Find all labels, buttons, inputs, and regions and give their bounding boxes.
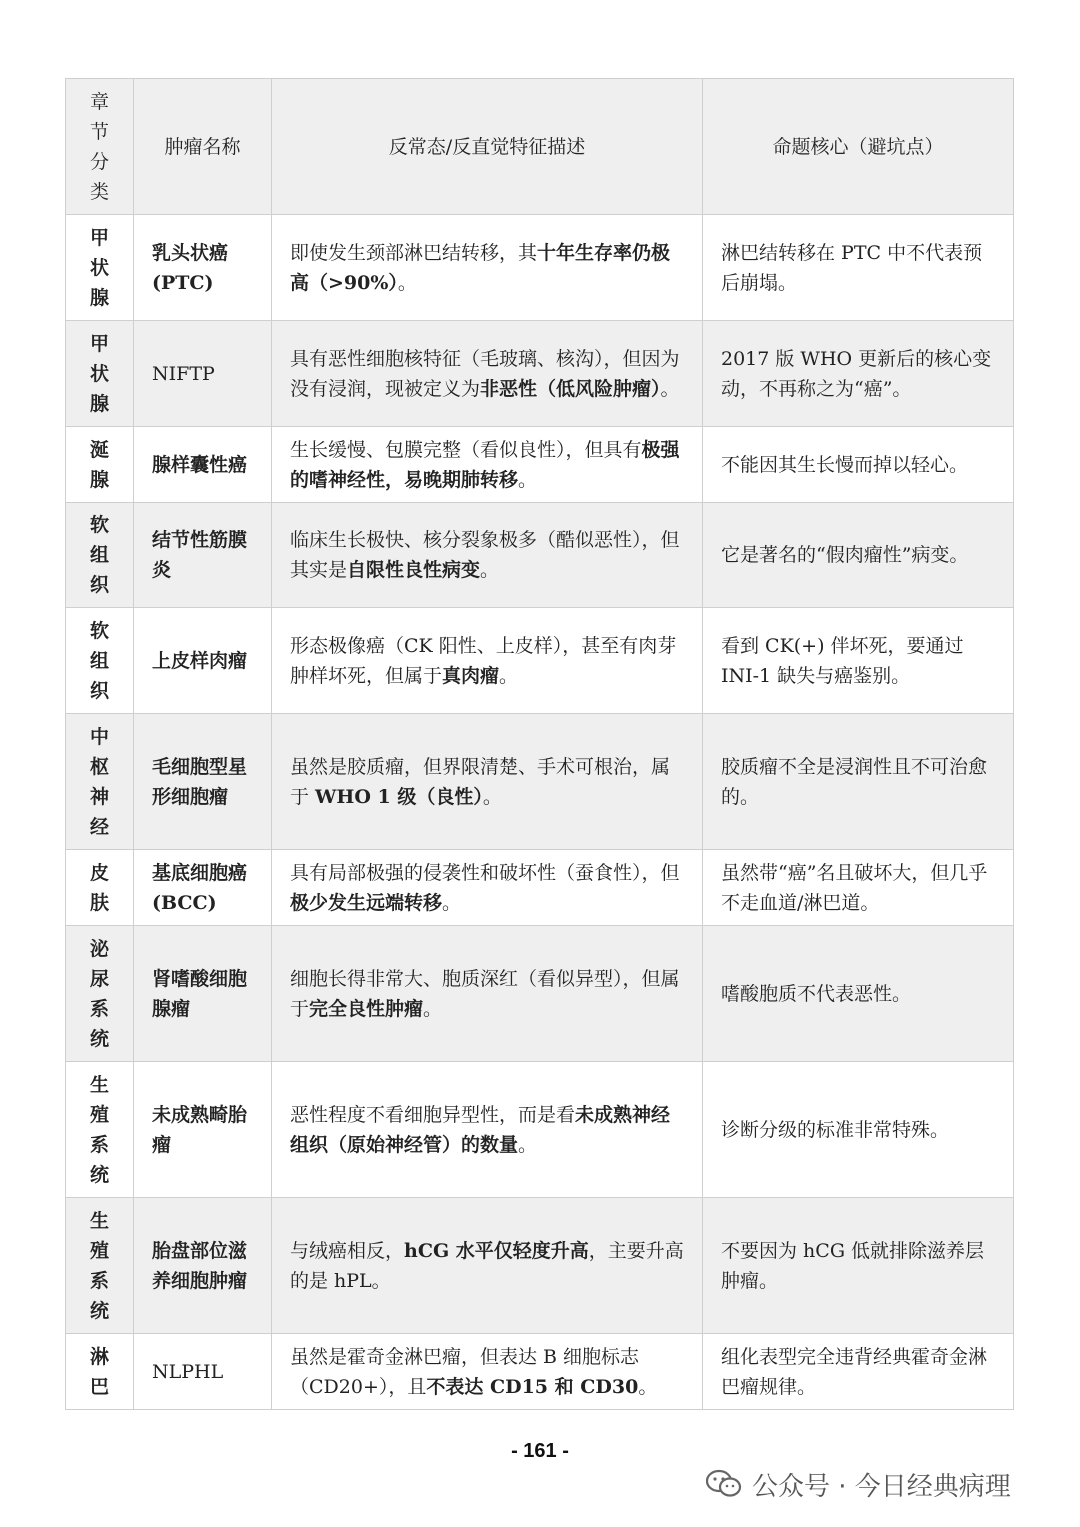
header-tumor-name: 肿瘤名称 [134, 79, 272, 215]
row-category-char: 中 [89, 725, 109, 748]
description-text: 。 [397, 271, 417, 294]
row-category-char: 殖 [89, 1103, 109, 1126]
table-row [66, 926, 1014, 1062]
description-text: 生长缓慢、包膜完整（看似良性），但具有 [290, 438, 642, 461]
description-emphasis: 未成熟神经组织（原始神经管）的数量 [290, 1103, 671, 1156]
row-description [272, 1198, 703, 1334]
row-tumor-name: 基底细胞癌 (BCC) [134, 850, 272, 926]
row-tumor-name: 结节性筋膜炎 [134, 503, 272, 608]
description-text: 虽然是霍奇金淋巴瘤，但表达 B 细胞标志（CD20+），且 [290, 1345, 640, 1398]
row-tumor-name: 乳头状癌 (PTC) [134, 215, 272, 321]
row-description [272, 850, 703, 926]
table-row [66, 1334, 1014, 1410]
row-tumor-name: 上皮样肉瘤 [134, 608, 272, 714]
row-core-point: 诊断分级的标准非常特殊。 [703, 1062, 1014, 1198]
row-tumor-name: 肾嗜酸细胞腺瘤 [134, 926, 272, 1062]
row-category-char: 统 [89, 1163, 109, 1186]
description-emphasis: 非恶性（低风险肿瘤） [480, 377, 661, 400]
row-category-char: 织 [89, 574, 109, 596]
row-category-char: 神 [89, 785, 109, 808]
row-tumor-name: 胎盘部位滋养细胞肿瘤 [134, 1198, 272, 1334]
row-category [66, 1062, 134, 1198]
description-text: 形态极像癌（CK 阳性、上皮样），甚至有肉芽肿样坏死，但属于 [290, 634, 677, 687]
row-description [272, 608, 703, 714]
row-category-char: 巴 [89, 1375, 109, 1398]
row-category-char: 系 [89, 1133, 109, 1156]
row-tumor-name: 腺样囊性癌 [134, 427, 272, 503]
description-text: 。 [482, 785, 502, 808]
description-text: 。 [480, 559, 500, 581]
row-category-char: 腺 [89, 392, 109, 415]
row-category-char: 肤 [89, 891, 109, 914]
row-category-char: 软 [89, 619, 109, 642]
header-category [66, 79, 134, 215]
watermark-text: 公众号 · 今日经典病理 [752, 1471, 1011, 1502]
page-number: - 161 - [511, 1440, 569, 1462]
row-description [272, 714, 703, 850]
description-text: 恶性程度不看细胞异型性，而是看 [290, 1103, 576, 1126]
description-emphasis: hCG 水平仅轻度升高 [404, 1239, 589, 1262]
table-row [66, 1062, 1014, 1198]
description-emphasis: 极少发生远端转移 [290, 891, 443, 914]
row-core-point: 它是著名的“假肉瘤性”病变。 [703, 503, 1014, 608]
table-row [66, 503, 1014, 608]
description-text: 虽然是胶质瘤，但界限清楚、手术可根治，属于 [290, 755, 671, 808]
row-core-point: 淋巴结转移在 PTC 中不代表预后崩塌。 [703, 215, 1014, 321]
row-category-char: 经 [89, 815, 109, 838]
row-core-point: 2017 版 WHO 更新后的核心变动，不再称之为“癌”。 [703, 321, 1014, 427]
row-tumor-name: 毛细胞型星形细胞瘤 [134, 714, 272, 850]
row-category-char: 涎 [89, 438, 109, 461]
description-text: 与绒癌相反， [290, 1239, 405, 1262]
row-category-char: 甲 [89, 226, 109, 249]
row-category [66, 926, 134, 1062]
row-core-point: 嗜酸胞质不代表恶性。 [703, 926, 1014, 1062]
header-core-point: 命题核心（避坑点） [703, 79, 1014, 215]
row-category [66, 714, 134, 850]
row-category-char: 生 [89, 1073, 109, 1096]
row-category-char: 统 [89, 1299, 109, 1322]
description-text: 。 [660, 377, 680, 400]
row-category-char: 系 [89, 1269, 109, 1292]
row-description [272, 1334, 703, 1410]
row-category-char: 织 [89, 679, 109, 702]
row-description [272, 926, 703, 1062]
row-core-point: 胶质瘤不全是浸润性且不可治愈的。 [703, 714, 1014, 850]
description-emphasis: 自限性良性病变 [347, 559, 481, 581]
row-category [66, 608, 134, 714]
row-tumor-name: NLPHL [134, 1334, 272, 1410]
tumor-table-container [65, 78, 1013, 1410]
row-category-char: 组 [89, 544, 109, 566]
row-core-point: 看到 CK(+) 伴坏死，要通过 INI-1 缺失与癌鉴别。 [703, 608, 1014, 714]
description-text: 。 [518, 1133, 538, 1156]
description-text: 。 [499, 664, 519, 687]
row-category [66, 1334, 134, 1410]
row-category-char: 淋 [89, 1345, 109, 1368]
header-category-char: 类 [89, 180, 109, 203]
row-description [272, 215, 703, 321]
description-emphasis: 十年生存率仍极高（>90%） [290, 241, 671, 294]
row-category-char: 软 [89, 514, 109, 536]
table-row [66, 215, 1014, 321]
row-category-char: 腺 [89, 286, 109, 309]
description-emphasis: 真肉瘤 [442, 664, 500, 687]
row-category [66, 215, 134, 321]
description-emphasis: 不表达 CD15 和 CD30 [426, 1375, 639, 1398]
description-emphasis: 完全良性肿瘤 [309, 997, 424, 1020]
row-tumor-name: 未成熟畸胎瘤 [134, 1062, 272, 1198]
tumor-table [65, 78, 1014, 1410]
row-category [66, 503, 134, 608]
table-row [66, 850, 1014, 926]
header-category-char: 分 [89, 150, 109, 173]
wechat-icon [706, 1469, 742, 1499]
row-category-char: 皮 [89, 861, 109, 884]
header-category-char: 章 [89, 90, 109, 113]
row-category [66, 1198, 134, 1334]
row-core-point: 不能因其生长慢而掉以轻心。 [703, 427, 1014, 503]
row-category-char: 组 [89, 649, 109, 672]
table-row [66, 714, 1014, 850]
header-category-char: 节 [89, 120, 109, 143]
table-header-row [66, 79, 1014, 215]
row-category [66, 850, 134, 926]
description-text: 。 [518, 468, 538, 491]
row-category-char: 甲 [89, 332, 109, 355]
table-row [66, 608, 1014, 714]
header-description: 反常态/反直觉特征描述 [272, 79, 703, 215]
row-description [272, 321, 703, 427]
table-row [66, 1198, 1014, 1334]
row-category [66, 427, 134, 503]
description-text: 。 [423, 997, 443, 1020]
row-description [272, 1062, 703, 1198]
row-category-char: 状 [89, 256, 109, 279]
row-core-point: 组化表型完全违背经典霍奇金淋巴瘤规律。 [703, 1334, 1014, 1410]
table-row [66, 427, 1014, 503]
row-category-char: 尿 [89, 967, 109, 990]
row-category-char: 腺 [89, 468, 109, 491]
description-text: 具有恶性细胞核特征（毛玻璃、核沟），但因为没有浸润，现被定义为 [290, 347, 680, 400]
description-text: 临床生长极快、核分裂象极多（酷似恶性），但其实是 [290, 529, 680, 581]
description-text: 细胞长得非常大、胞质深红（看似异型），但属于 [290, 967, 680, 1020]
row-description [272, 503, 703, 608]
row-category-char: 枢 [89, 755, 109, 778]
description-text: 。 [638, 1375, 658, 1398]
row-category-char: 生 [89, 1209, 109, 1232]
row-category [66, 321, 134, 427]
row-category-char: 殖 [89, 1239, 109, 1262]
description-text: 具有局部极强的侵袭性和破坏性（蚕食性），但 [290, 861, 680, 884]
row-core-point: 不要因为 hCG 低就排除滋养层肿瘤。 [703, 1198, 1014, 1334]
description-text: 即使发生颈部淋巴结转移，其 [290, 241, 538, 264]
description-emphasis: WHO 1 级（良性） [315, 785, 483, 808]
description-emphasis: 极强的嗜神经性，易晚期肺转移 [290, 438, 680, 491]
row-core-point: 虽然带“癌”名且破坏大，但几乎不走血道/淋巴道。 [703, 850, 1014, 926]
row-tumor-name: NIFTP [134, 321, 272, 427]
row-description [272, 427, 703, 503]
watermark [706, 1462, 1011, 1506]
description-text: 。 [442, 891, 462, 914]
row-category-char: 统 [89, 1027, 109, 1050]
table-row [66, 321, 1014, 427]
description-text: ，主要升高的是 hPL。 [290, 1239, 684, 1292]
row-category-char: 系 [89, 997, 109, 1020]
row-category-char: 状 [89, 362, 109, 385]
row-category-char: 泌 [89, 937, 109, 960]
